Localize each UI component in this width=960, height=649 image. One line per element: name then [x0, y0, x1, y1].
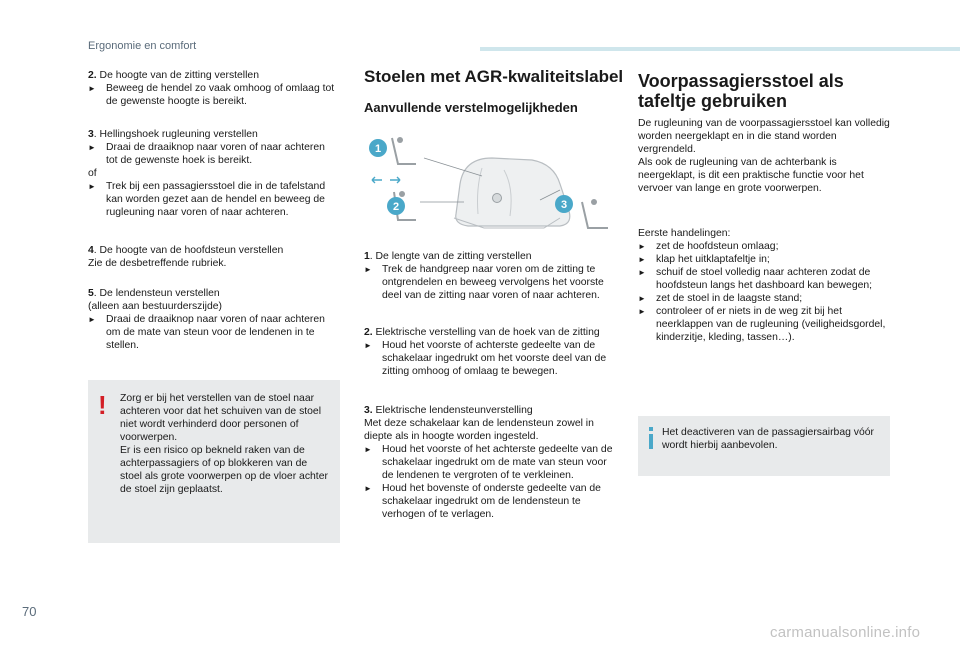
- watermark: carmanualsonline.info: [770, 624, 921, 641]
- pictogram-seat-length: [392, 137, 416, 164]
- item-subtext: (alleen aan bestuurderszijde): [88, 301, 223, 312]
- section-header: Ergonomie en comfort: [88, 40, 197, 52]
- bullet: ► Houd het voorste of achterste gedeelte van de schakelaar ingedrukt om het voorste deel van de zitting omhoog of omlaag te bewegen.: [364, 339, 614, 378]
- seat-adjustment-illustration: [364, 128, 624, 240]
- or-text: of: [88, 168, 97, 179]
- step-item: ► zet de stoel in de laagste stand;: [638, 292, 890, 305]
- item-number: 3.: [364, 405, 373, 416]
- warning-icon: !: [98, 390, 107, 420]
- step-item: ► schuif de stoel volledig naar achteren zodat de hoofdsteun langs het dashboard kan bewegen;: [638, 266, 890, 292]
- item-title: De hoogte van de zitting verstellen: [96, 70, 259, 81]
- item-seat-tilt: [364, 326, 614, 378]
- item-seat-height: [88, 69, 338, 108]
- subsection-title: Aanvullende verstelmogelijkheden: [364, 100, 578, 115]
- item-seat-length: [364, 250, 614, 302]
- item-backrest-angle: [88, 128, 338, 219]
- first-actions-label: Eerste handelingen:: [638, 228, 731, 239]
- seat-icon: [454, 158, 570, 228]
- callout-badge-3-label: 3: [560, 199, 568, 211]
- item-electric-lumbar: [364, 404, 614, 521]
- bullet: ► Houd het bovenste of onderste gedeelte van de schakelaar ingedrukt om de lendensteun te verhogen of te verlagen.: [364, 482, 614, 521]
- bullet: ► Trek bij een passagiersstoel die in de tafelstand kan worden gezet aan de hendel en beweeg de rugleuning naar voren of naar achteren.: [88, 180, 338, 219]
- section-title-table: [638, 71, 898, 111]
- step-item: ► controleer of er niets in de weg zit bij het neerklappen van de rugleuning (veiligheidsgordel, kinderzitje, kleding, tassen…).: [638, 305, 890, 344]
- section-title-agr: Stoelen met AGR-kwaliteitslabel: [364, 67, 624, 86]
- item-number: 1: [364, 251, 370, 262]
- bullet: ► Trek de handgreep naar voren om de zitting te ontgrendelen en beweeg vervolgens het voorste deel van de zitting naar voren of naar achteren.: [364, 263, 614, 302]
- intro-paragraph: Als ook de rugleuning van de achterbank is neergeklapt, is dit een praktische functie voor het vervoer van lange en grote voorwerpen.: [638, 157, 864, 194]
- page-number: 70: [22, 604, 37, 619]
- info-icon: [648, 427, 654, 449]
- intro-text: [638, 117, 890, 195]
- info-box: [638, 416, 890, 476]
- item-number: 3: [88, 129, 94, 140]
- intro-paragraph: De rugleuning van de voorpassagiersstoel kan volledig worden neergeklapt en in die stand worden vergrendeld.: [638, 118, 890, 155]
- title-line: Voorpassagiersstoel als: [638, 71, 844, 91]
- callout-badge-2-label: 2: [392, 201, 400, 213]
- first-actions: [638, 227, 890, 344]
- callout-badge-1-label: 1: [374, 143, 382, 155]
- step-item: ► zet de hoofdsteun omlaag;: [638, 240, 890, 253]
- arrows-icon: [372, 177, 400, 183]
- bullet: ► Houd het voorste of het achterste gedeelte van de schakelaar ingedrukt om de mate van steun voor de lendenen te vergroten of te verkleinen.: [364, 443, 614, 482]
- item-title: . De lengte van de zitting verstellen: [369, 251, 532, 262]
- pictogram-lumbar: [582, 199, 608, 228]
- item-subtext: Met deze schakelaar kan de lendensteun zowel in diepte als in hoogte worden ingesteld.: [364, 418, 594, 442]
- item-title: Elektrische verstelling van de hoek van de zitting: [372, 327, 600, 338]
- item-subtext: Zie de desbetreffende rubriek.: [88, 258, 227, 269]
- title-line: tafeltje gebruiken: [638, 91, 788, 111]
- bullet: ► Draai de draaiknop naar voren of naar achteren om de mate van steun voor de lendenen in te stellen.: [88, 313, 338, 352]
- item-number: 4: [88, 245, 94, 256]
- item-number: 2.: [364, 327, 373, 338]
- header-accent-bar: [480, 47, 960, 51]
- info-text: Het deactiveren van de passagiersairbag vóór wordt hierbij aanbevolen.: [662, 427, 874, 451]
- item-title: . Hellingshoek rugleuning verstellen: [93, 129, 258, 140]
- warning-text: Er is een risico op bekneld raken van de achterpassagiers of op blokkeren van de stoel als grote voorwerpen op de vloer achter de stoel zijn geplaatst.: [120, 445, 328, 495]
- item-title: . De lendensteun verstellen: [93, 288, 220, 299]
- bullet: ► Beweeg de hendel zo vaak omhoog of omlaag tot de gewenste hoogte is bereikt.: [88, 82, 338, 108]
- item-title: Elektrische lendensteunverstelling: [372, 405, 533, 416]
- item-number: 2.: [88, 70, 97, 81]
- item-lumbar: [88, 287, 338, 352]
- item-number: 5: [88, 288, 94, 299]
- warning-text: Zorg er bij het verstellen van de stoel naar achteren voor dat het schuiven van de stoel niet wordt verhinderd door personen of voorwerpen.: [120, 393, 322, 443]
- bullet: ► Draai de draaiknop naar voren of naar achteren tot de gewenste hoek is bereikt.: [88, 141, 338, 167]
- item-headrest-height: [88, 244, 338, 270]
- step-item: ► klap het uitklaptafeltje in;: [638, 253, 890, 266]
- item-title: . De hoogte van de hoofdsteun verstellen: [93, 245, 284, 256]
- warning-box: [88, 380, 340, 543]
